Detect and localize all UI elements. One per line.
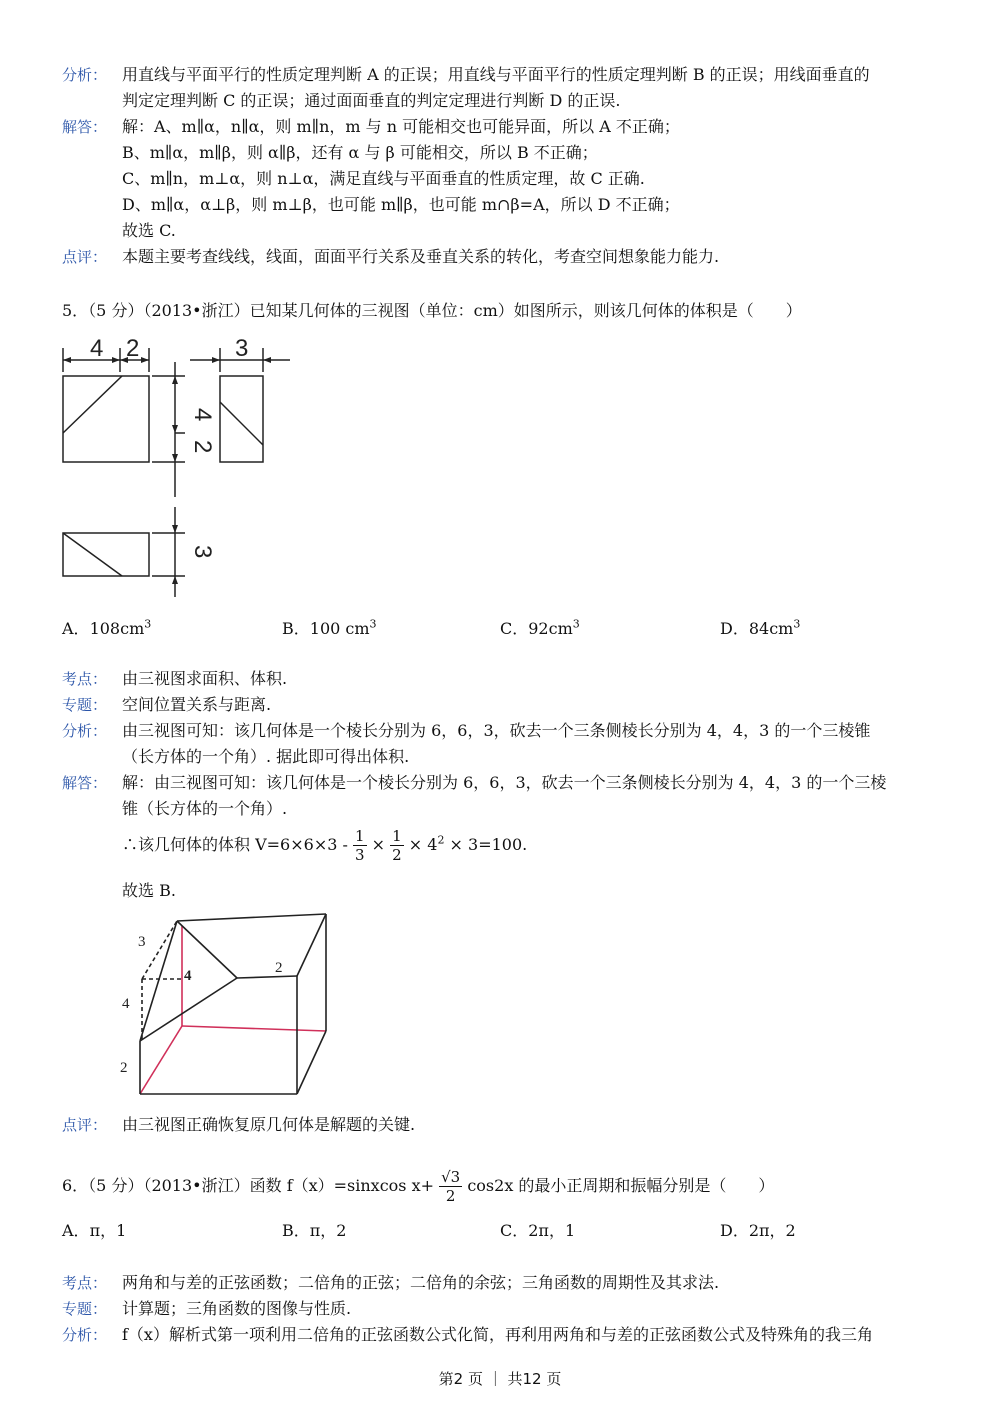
q6-option-a: A．π，1 (62, 1221, 127, 1240)
front-view-rect (63, 376, 149, 462)
q6-option-b: B．π，2 (282, 1221, 347, 1240)
q5-choose: 故选 B. (122, 881, 176, 900)
q6-point-text: 两角和与差的正弦函数；二倍角的正弦；二倍角的余弦；三角函数的周期性及其求法. (122, 1273, 720, 1292)
q4-analysis-line-1: 用直线与平面平行的性质定理判断 A 的正误；用直线与平面平行的性质定理判断 B 的正误；用线面垂直的 (122, 65, 870, 84)
point-label: 考点： (62, 670, 108, 688)
q5-analysis-line-2: （长方体的一个角）. 据此即可得出体积. (122, 747, 410, 766)
dim-label-d: 4 (189, 408, 216, 422)
q4-comment-text: 本题主要考查线线，线面，面面平行关系及垂直关系的转化，考查空间想象能力能力. (122, 247, 720, 266)
comment-label: 点评： (62, 1116, 108, 1134)
comment-label: 点评： (62, 248, 108, 266)
solid-label-3: 3 (138, 934, 146, 950)
q5-point-text: 由三视图求面积、体积. (122, 669, 288, 688)
topic-label: 专题： (62, 696, 108, 714)
q6-question: 6．（5 分）（2013•浙江）函数 f（x）=sinxcos x+ $\frac{√3}{2}$ cos2x 的最小正周期和振幅分别是（ ） (62, 1168, 775, 1205)
dim-label-e: 2 (189, 440, 216, 454)
analysis-label: 分析： (62, 1326, 108, 1344)
side-view-rect (220, 376, 263, 462)
answer-label: 解答： (62, 774, 108, 792)
answer-label: 解答： (62, 118, 108, 136)
q4-answer-line-1: 解：A、m∥α，n∥α，则 m∥n，m 与 n 可能相交也可能异面，所以 A 不正确； (122, 117, 680, 136)
q6-topic-text: 计算题；三角函数的图像与性质. (122, 1299, 352, 1318)
dim-label-c: 3 (235, 335, 249, 362)
q5-question: 5．（5 分）（2013•浙江）已知某几何体的三视图（单位：cm）如图所示，则该几何体的体积是（ ） (62, 301, 802, 320)
q4-answer-line-4: D、m∥α，α⊥β，则 m⊥β，也可能 m∥β，也可能 m∩β=A，所以 D 不正确； (122, 195, 680, 214)
analysis-label: 分析： (62, 66, 108, 84)
q5-topic-text: 空间位置关系与距离. (122, 695, 272, 714)
q6-option-d: D．2π，2 (720, 1221, 796, 1240)
topic-label: 专题： (62, 1300, 108, 1318)
solid-label-2b: 2 (120, 1060, 128, 1076)
top-view-rect (63, 533, 149, 576)
dim-label-b: 2 (126, 335, 140, 362)
solid-label-2a: 2 (275, 960, 283, 976)
q5-option-a: A．$108cm^3$ (62, 617, 152, 638)
point-label: 考点： (62, 1274, 108, 1292)
page-footer: 第2 页 ｜ 共12 页 (438, 1370, 562, 1388)
q6-analysis-text: f（x）解析式第一项利用二倍角的正弦函数公式化简，再利用两角和与差的正弦函数公式及特殊角的我三角 (122, 1325, 873, 1344)
q5-answer-line-1: 解：由三视图可知：该几何体是一个棱长分别为 6，6，3，砍去一个三条侧棱长分别为 4，4，3 的一个三棱 (122, 773, 887, 792)
q5-option-c: C．$92cm^3$ (500, 617, 580, 638)
solid-label-4b: 4 (122, 996, 130, 1012)
q5-volume-formula: ∴该几何体的体积 V=6×6×3 - $\frac{1}{3}$ × $\frac{1}{2}$ × $4^2 \times 3=100$. (122, 827, 528, 864)
q6-option-c: C．2π，1 (500, 1221, 576, 1240)
q5-analysis-line-1: 由三视图可知：该几何体是一个棱长分别为 6，6，3，砍去一个三条侧棱长分别为 4，4，3 的一个三棱锥 (122, 721, 871, 740)
q5-option-d: D．$84cm^3$ (720, 617, 801, 638)
solid-label-4a: 4 (184, 968, 192, 984)
q4-answer-line-5: 故选 C. (122, 221, 176, 240)
q5-comment-text: 由三视图正确恢复原几何体是解题的关键. (122, 1115, 416, 1134)
q4-analysis-line-2: 判定定理判断 C 的正误；通过面面垂直的判定定理进行判断 D 的正误. (122, 91, 621, 110)
analysis-label: 分析： (62, 722, 108, 740)
q5-option-b: B．100 $cm^3$ (282, 617, 377, 638)
q4-answer-line-3: C、m∥n，m⊥α，则 n⊥α，满足直线与平面垂直的性质定理，故 C 正确. (122, 169, 645, 188)
dim-label-f: 3 (189, 545, 216, 559)
q5-answer-line-2: 锥（长方体的一个角）. (122, 799, 288, 818)
dim-label-a: 4 (90, 335, 104, 362)
solid-figure (112, 906, 342, 1106)
q4-answer-line-2: B、m∥α，m∥β，则 α∥β，还有 α 与 β 可能相交，所以 B 不正确； (122, 143, 598, 162)
three-view-drawing (50, 332, 310, 607)
